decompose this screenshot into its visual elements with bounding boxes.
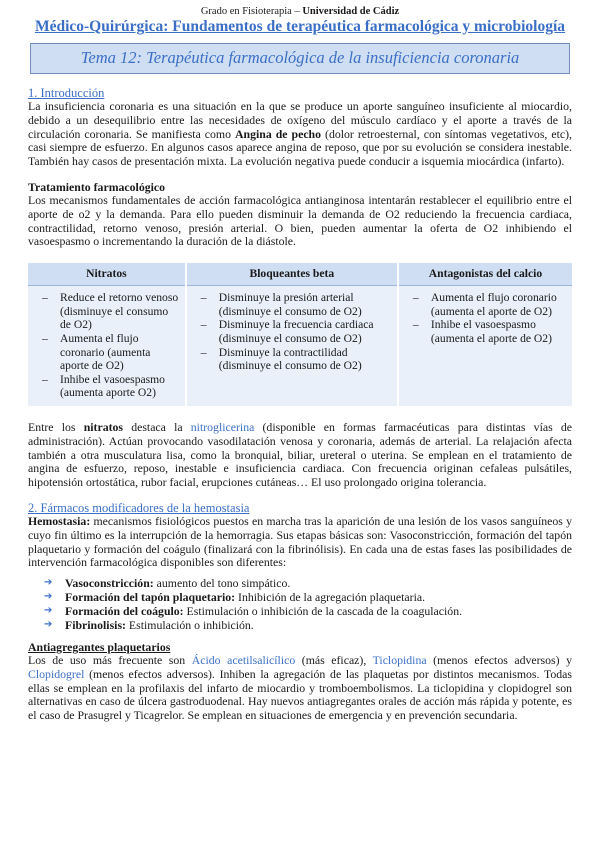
section-heading-introduccion: 1. Introducción <box>28 86 105 100</box>
table-header-bloqueantes: Bloqueantes beta <box>186 263 398 286</box>
document-header <box>28 0 572 18</box>
section-heading-hemostasia: 2. Fármacos modificadores de la hemostasia <box>28 500 250 515</box>
list-item: ➔ Vasoconstricción: aumento del tono simpático. <box>44 576 291 591</box>
aas-term: Ácido acetilsalicílico <box>191 653 296 668</box>
hemostasia-term: Hemostasia: <box>28 513 91 528</box>
table-cell-antagonistas <box>398 286 572 406</box>
list-item: – Aumenta el flujo coronario (aumenta el aporte de O2) <box>405 291 566 318</box>
list-item: – Disminuye la frecuencia cardiaca (disminuye el consumo de O2) <box>193 318 391 345</box>
header-separator: – <box>291 6 303 17</box>
course-title: Médico-Quirúrgica: Fundamentos de terapéutica farmacológica y microbiología <box>34 18 566 35</box>
nitroglicerina-term: nitroglicerina <box>190 419 255 434</box>
university-name: Universidad de Cádiz <box>302 6 400 17</box>
treatment-paragraph: Los mecanismos fundamentales de acción farmacológica antianginosa intentarán restablecer el equilibrio entre el aporte de o2 y la demanda. Para ello pueden disminuir la demanda de O2 reduciendo la frecuencia cardiaca, contractilidad, retorno venoso, presión arterial. O bien, pueden aumentar la oferta de O2 inhibiendo el vasoespasmo o incrementando la duración de la diástole. <box>28 192 572 249</box>
arrow-icon: ➔ <box>44 577 53 589</box>
hemostasia-paragraph: Hemostasia: mecanismos fisiológicos puestos en marcha tras la aparición de una lesión de los vasos sanguíneos y cuyo fin último es la interrupción de la hemorragia. Sus etapas básicas son: Vasoconstricción, formación del tapón plaquetario y formación del coágulo (finalizará con la fibrinólisis). En cada una de estas fases las posibilidades de intervención farmacológica disponibles son diferentes: <box>28 513 572 570</box>
nitratos-term: nitratos <box>83 419 124 434</box>
list-item: – Disminuye la contractilidad (disminuye el consumo de O2) <box>193 346 391 373</box>
antiagregantes-paragraph: Los de uso más frecuente son Ácido acetilsalicílico (más eficaz), Ticlopidina (menos efectos adversos) y Clopidogrel (menos efectos adversos). Inhiben la agregación de las plaquetas por distintos mecanismos. Todas ellas se emplean en la profilaxis del infarto de miocardio y tromboembolismos. La ticlopidina y clopidogrel son alternativas en caso de úlcera gastroduodenal. Hay nuevos antiagregantes orales de acción más rápida y potente, es el caso de Prasugrel y Ticagrelor. Se emplean en situaciones de emergencia y en prevención secundaria. <box>28 653 572 723</box>
angina-term: Angina de pecho <box>235 126 322 141</box>
subheading-antiagregantes: Antiagregantes plaquetarios <box>28 640 171 655</box>
subheading-tratamiento: Tratamiento farmacológico <box>28 179 166 194</box>
arrow-icon: ➔ <box>44 619 53 631</box>
topic-title: Tema 12: Terapéutica farmacológica de la insuficiencia coronaria <box>80 48 520 67</box>
hemostasia-phases-list <box>28 576 572 632</box>
list-item: ➔ Formación del tapón plaquetario: Inhibición de la agregación plaquetaria. <box>44 590 426 605</box>
clopidogrel-term: Clopidogrel <box>28 666 85 681</box>
table-cell-bloqueantes <box>186 286 398 406</box>
list-item: – Inhibe el vasoespasmo (aumenta aporte O2) <box>34 373 179 400</box>
table-header-nitratos: Nitratos <box>28 263 186 286</box>
list-item: – Reduce el retorno venoso (disminuye el consumo de O2) <box>34 291 179 332</box>
arrow-icon: ➔ <box>44 605 53 617</box>
drug-mechanisms-table <box>28 263 572 406</box>
list-item: ➔ Fibrinolisis: Estimulación o inhibición. <box>44 618 254 633</box>
list-item: – Inhibe el vasoespasmo (aumenta el aporte de O2) <box>405 318 566 345</box>
nitratos-paragraph: Entre los nitratos destaca la nitroglicerina (disponible en formas farmacéuticas para distintas vías de administración). Actúan provocando vasodilatación venosa y coronaria, además de arterial. La relajación afecta también a otra musculatura lisa, como la bronquial, biliar, ureteral o uterina. Se emplean en el tratamiento de angina de esfuerzo, reposo, inestable e insuficiencia cardiaca. Con frecuencia originan cefaleas pulsátiles, hipotensión ortostática, rubor facial, erupciones cutáneas… El uso prolongado origina tolerancia. <box>28 419 572 490</box>
list-item: – Disminuye la presión arterial (disminuye el consumo de O2) <box>193 291 391 318</box>
list-item: – Aumenta el flujo coronario (aumenta aporte de O2) <box>34 332 179 373</box>
topic-title-box <box>30 43 570 74</box>
ticlopidina-term: Ticlopidina <box>372 653 427 668</box>
list-item: ➔ Formación del coágulo: Estimulación o inhibición de la cascada de la coagulación. <box>44 604 463 619</box>
arrow-icon: ➔ <box>44 591 53 603</box>
table-cell-nitratos <box>28 286 186 406</box>
degree-name: Grado en Fisioterapia <box>200 6 292 17</box>
table-header-antagonistas: Antagonistas del calcio <box>398 263 572 286</box>
intro-paragraph: La insuficiencia coronaria es una situación en la que se produce un aporte sanguíneo insuficiente al miocardio, debido a un desequilibrio entre las necesidades de oxígeno del músculo cardíaco y el aporte a través de la circulación coronaria. Se manifiesta como Angina de pecho (dolor retroesternal, con síntomas vegetativos, etc), casi siempre de esfuerzo. En algunos casos aparece angina de reposo, que por su evolución se considera inestable. También hay casos de presentación mixta. La evolución negativa puede conducir a isquemia miocárdica (infarto). <box>28 99 572 169</box>
